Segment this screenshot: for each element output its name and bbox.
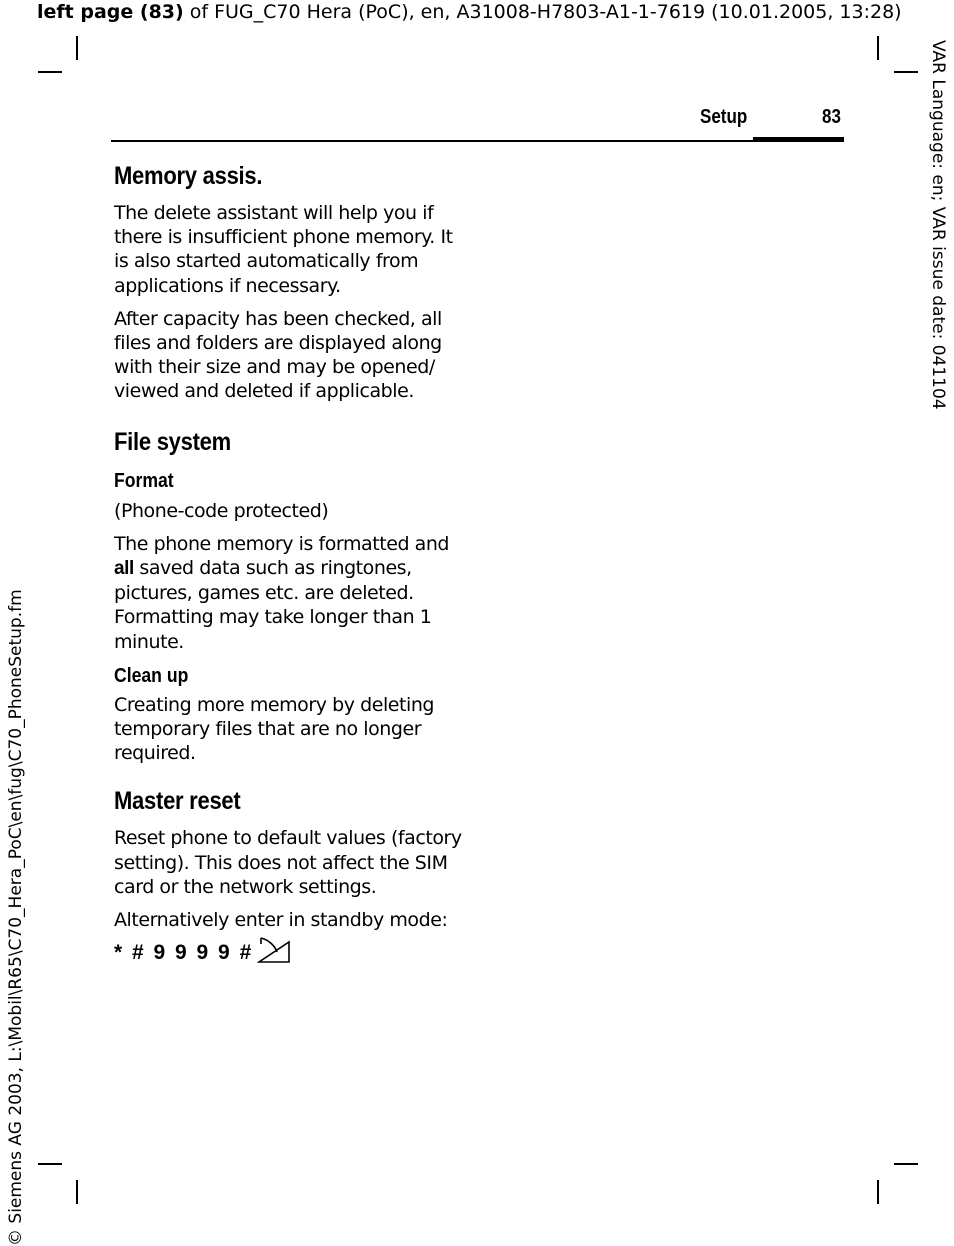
- side-text-right: VAR Language: en; VAR issue date: 041104: [928, 40, 948, 410]
- header-rule-accent: [753, 137, 844, 142]
- crop-mark: [38, 1163, 62, 1165]
- header-rule: [111, 140, 844, 142]
- crop-mark: [38, 71, 62, 73]
- memory-assis-paragraph-2: After capacity has been checked, all files and folders are displayed along with their size and may be opened/ viewed and deleted if applicable.: [114, 307, 442, 403]
- crop-mark: [877, 36, 879, 60]
- subheading-clean-up: Clean up: [114, 664, 189, 687]
- side-text-left: © Siemens AG 2003, L:\Mobil\R65\C70_Hera_PoC\en\fug\C70_PhoneSetup.fm: [6, 589, 26, 1246]
- clean-up-paragraph: Creating more memory by deleting temporary files that are no longer required.: [114, 693, 435, 765]
- format-text-end: saved data such as ringtones, pictures, games etc. are deleted. Formatting may take longer than 1 minute.: [114, 557, 432, 653]
- format-note: (Phone-code protected): [114, 499, 329, 522]
- crop-mark: [877, 1180, 879, 1204]
- call-key-icon: [257, 936, 291, 970]
- heading-master-reset: Master reset: [114, 787, 241, 816]
- master-reset-paragraph-2: Alternatively enter in standby mode:: [114, 909, 448, 932]
- master-reset-code: [114, 936, 464, 970]
- subheading-format: Format: [114, 469, 174, 492]
- page-content: [114, 160, 464, 970]
- reset-code-text: * # 9 9 9 9 #: [114, 941, 254, 965]
- format-text-start: The phone memory is formatted and: [114, 532, 450, 555]
- crop-mark: [894, 71, 918, 73]
- crop-mark: [76, 36, 78, 60]
- crop-mark: [894, 1163, 918, 1165]
- format-text-bold: all: [114, 558, 134, 580]
- print-header-rest: of FUG_C70 Hera (PoC), en, A31008-H7803-A1-1-7619 (10.01.2005, 13:28): [183, 1, 902, 23]
- master-reset-paragraph-1: Reset phone to default values (factory setting). This does not affect the SIM card or the network settings.: [114, 827, 462, 898]
- memory-assis-paragraph-1: The delete assistant will help you if there is insufficient phone memory. It is also started automatically from applications if necessary.: [114, 202, 453, 297]
- print-header: [37, 0, 917, 26]
- heading-memory-assis: Memory assis.: [114, 162, 263, 190]
- heading-file-system: File system: [114, 427, 231, 456]
- format-paragraph: [114, 532, 464, 654]
- crop-mark: [76, 1180, 78, 1204]
- print-header-bold: left page (83): [37, 1, 184, 23]
- section-header: Setup: [700, 106, 748, 128]
- page-number: 83: [822, 106, 841, 128]
